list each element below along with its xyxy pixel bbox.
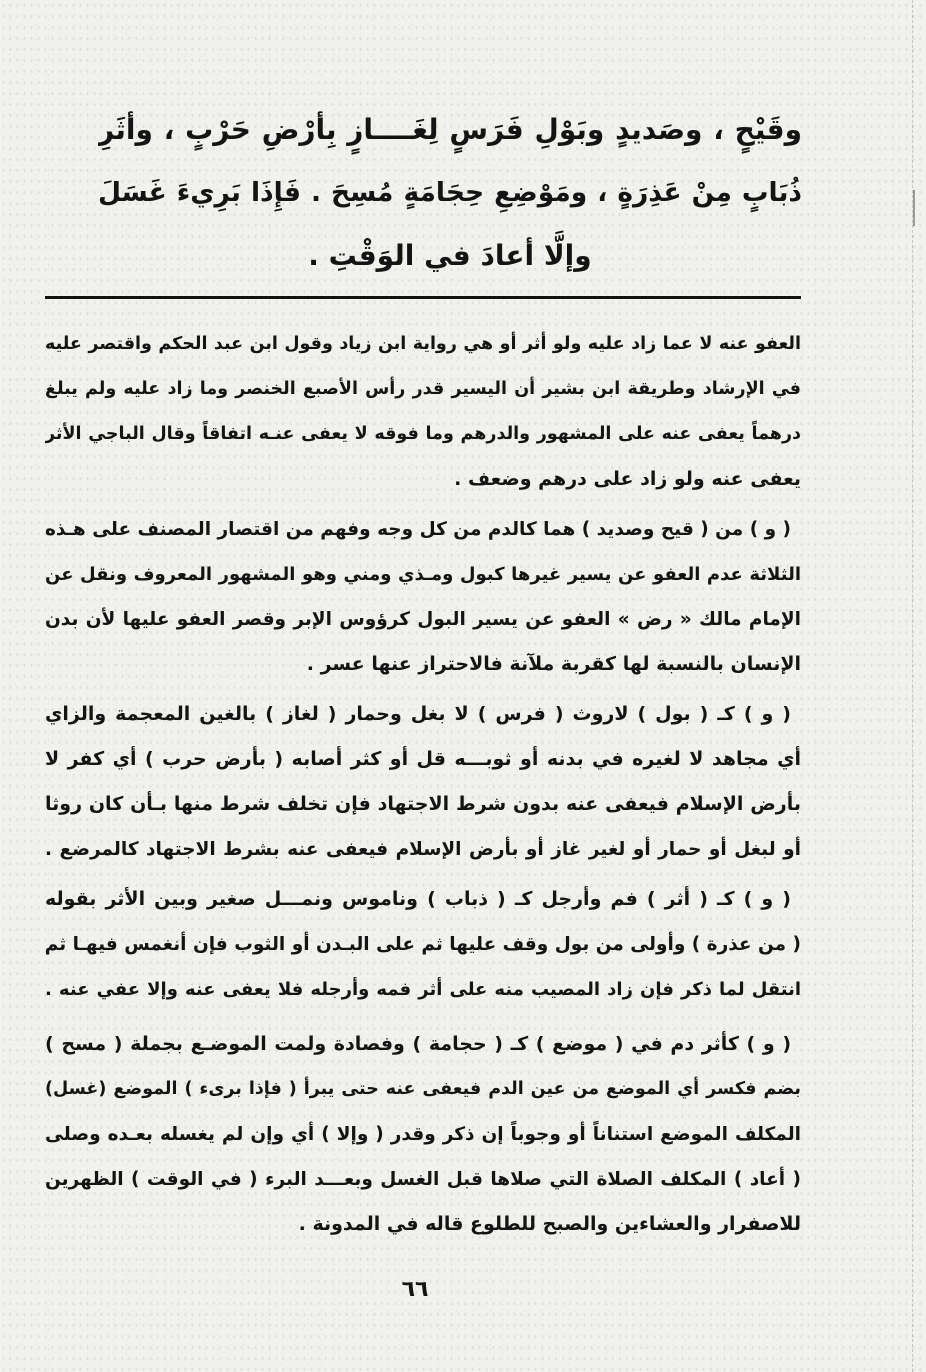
commentary-line: درهماً يعفى عنه على المشهور والدرهم وما فوقه لا يعفى عنـه اتفاقاً وقال الباجي الأثر — [45, 424, 801, 444]
commentary-paragraph — [45, 692, 801, 872]
matn-line: وقَيْحٍ ، وصَديدٍ وبَوْلِ فَرَسٍ لِغَــــازٍ بِأرْضِ حَرْبٍ ، وأثَرِ — [98, 113, 802, 146]
commentary-line: يعفى عنه ولو زاد على درهم وضعف . — [454, 468, 801, 490]
commentary-line: ( أعاد ) المكلف الصلاة التي صلاها قبل الغسل وبعـــد البرء ( في الوقت ) الظهرين — [45, 1169, 801, 1190]
commentary-line: الثلاثة عدم العفو عن يسير غيرها كبول ومـذي ومني وهو المشهور المعروف ونقل عن — [45, 564, 801, 585]
commentary-line: ( و ) كأثر دم في ( موضع ) كـ ( حجامة ) وفصادة ولمت الموضـع بجملة ( مسح ) — [45, 1033, 791, 1055]
matn-line: ذُبَابٍ مِنْ عَذِرَةٍ ، ومَوْضِعِ حِجَامَةٍ مُسِحَ . فَإِذَا بَرِيءَ غَسَلَ — [98, 177, 802, 208]
commentary-line: بأرض الإسلام فيعفى عنه بدون شرط الاجتهاد فإن تخلف شرط منها بـأن كان روثا — [45, 793, 801, 815]
commentary-line: الإمام مالك « رض » العفو عن يسير البول كرؤوس الإبر وقصر العفو عليها لأن بدن — [45, 609, 801, 630]
commentary-line: للاصفرار والعشاءين والصبح للطلوع قاله في المدونة . — [298, 1213, 801, 1235]
page-number: ٦٦ — [401, 1277, 429, 1302]
commentary-line: ( و ) كـ ( أثر ) فم وأرجل كـ ( ذباب ) وناموس ونمـــل صغير وبين الأثر بقوله — [45, 888, 791, 910]
commentary-paragraph — [45, 322, 801, 502]
commentary-paragraph — [45, 1022, 801, 1247]
commentary-line: ( و ) من ( قيح وصديد ) هما كالدم من كل وجه وفهم من اقتصار المصنف على هـذه — [45, 519, 791, 540]
matn-line: وإلَّا أعادَ في الوَقْتِ . — [308, 239, 592, 272]
commentary-line: الإنسان بالنسبة لها كقربة ملآنة فالاحتراز عنها عسر . — [306, 653, 801, 675]
matn-verse-block — [98, 98, 802, 287]
scan-edge-mark — [913, 190, 915, 226]
commentary-paragraph — [45, 507, 801, 687]
commentary-line: بضم فكسر أي الموضع من عين الدم فيعفى عنه حتى يبرأ ( فإذا برىء ) الموضع (غسل) — [45, 1079, 801, 1099]
commentary-line: أي مجاهد لا لغيره في بدنه أو ثوبـــه قل أو كثر أصابه ( بأرض حرب ) أي كفر لا — [45, 748, 801, 770]
commentary-line: في الإرشاد وطريقة ابن بشير أن اليسير قدر رأس الأصبع الخنصر وما زاد عليه ولم يبلغ — [45, 379, 801, 399]
commentary-line: العفو عنه لا عما زاد عليه ولو أثر أو هي رواية ابن زياد وقول ابن عبد الحكم واقتصر عليه — [45, 334, 801, 354]
commentary-line: المكلف الموضع استناناً أو وجوباً إن ذكر وقدر ( وإلا ) أي وإن لم يغسله بعـده وصلى — [45, 1124, 801, 1145]
commentary-paragraph — [45, 877, 801, 1012]
commentary-line: انتقل لما ذكر فإن زاد المصيب منه على أثر فمه وأرجله فلا يعفى عنه وإلا عفي عنه . — [45, 979, 801, 1000]
commentary-line: ( من عذرة ) وأولى من بول وقف عليها ثم على البـدن أو الثوب فإن أنغمس فيهـا ثم — [45, 934, 801, 955]
separator-rule — [45, 296, 801, 299]
commentary-line: أو لبغل أو حمار أو لغير غاز أو بأرض الإسلام فيعفى عنه بشرط الاجتهاد كالمرضع . — [45, 839, 801, 860]
commentary-line: ( و ) كـ ( بول ) لاروث ( فرس ) لا بغل وحمار ( لغاز ) بالغين المعجمة والزاي — [45, 703, 791, 725]
